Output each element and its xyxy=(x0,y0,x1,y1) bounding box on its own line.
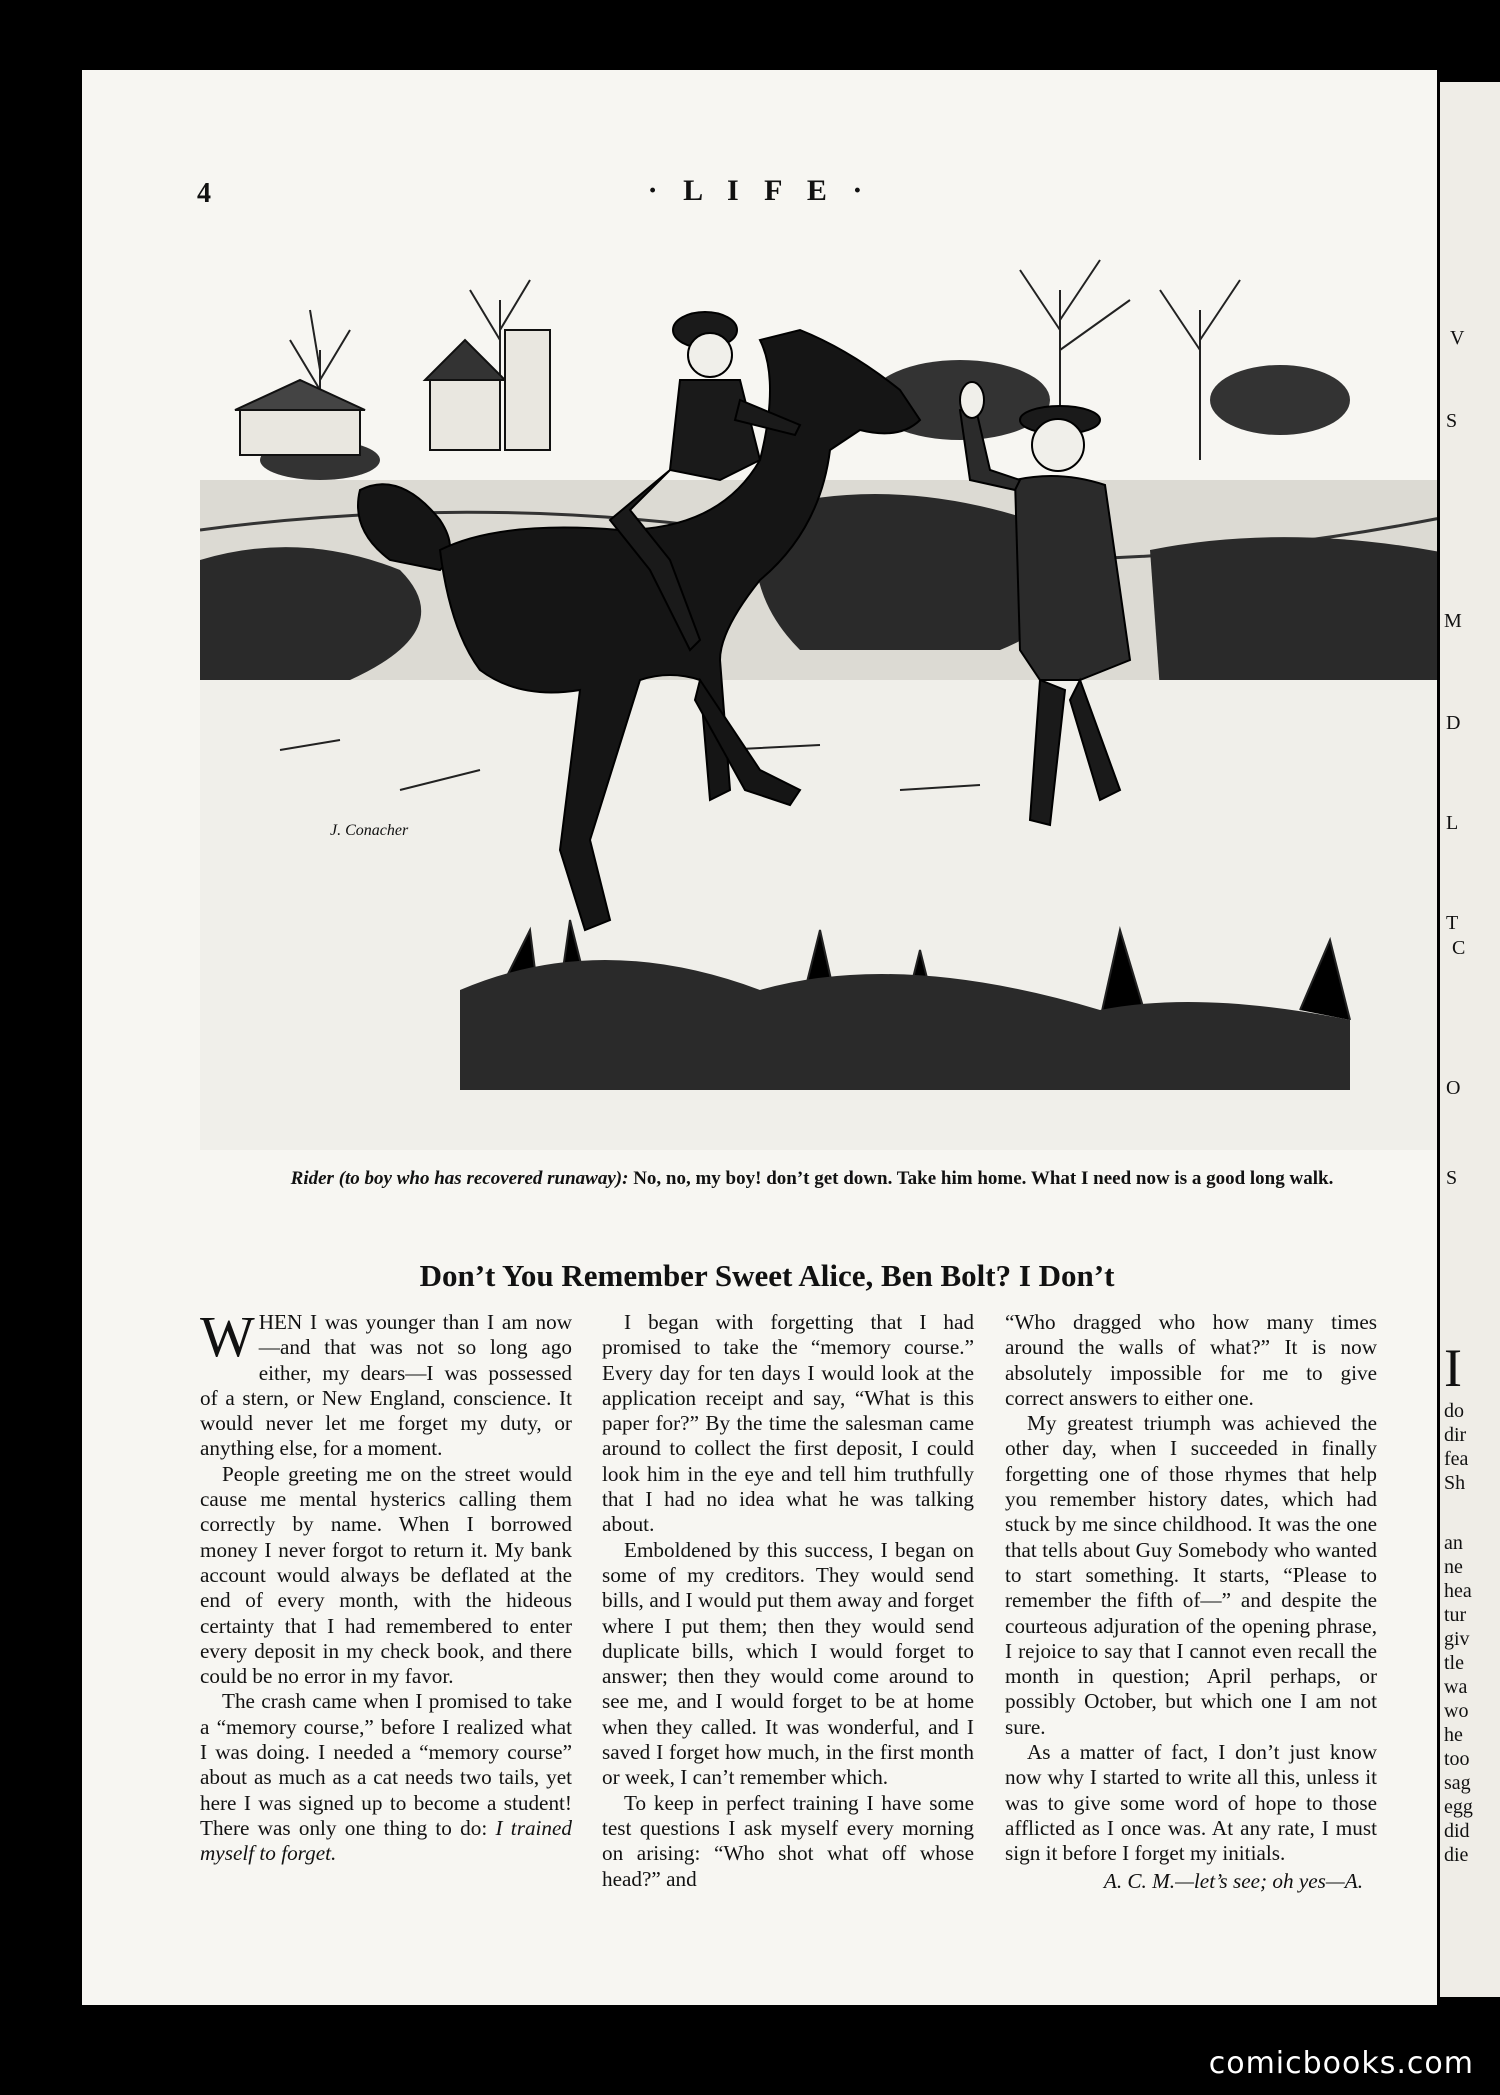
caption-text: No, no, my boy! don’t get down. Take him home. What I need now is a good long walk. xyxy=(633,1168,1334,1189)
adjacent-fragment: S xyxy=(1446,1167,1458,1189)
col3-paragraph-1: “Who dragged who how many times around the walls of what?” It is now absolutely impossible for me to give correct answers to either one. xyxy=(1005,1310,1377,1410)
article-column-3 xyxy=(1005,1310,1377,1894)
author-signature: A. C. M.—let’s see; oh yes—A. xyxy=(1103,1868,1363,1893)
adjacent-fragment: T xyxy=(1446,912,1459,934)
masthead: · L I F E · xyxy=(647,174,872,207)
adjacent-fragment: do xyxy=(1444,1400,1464,1422)
col2-paragraph-3: To keep in perfect training I have some test questions I ask myself every morning on arising: “Who shot what off whose head?” and xyxy=(602,1790,974,1891)
article-column-2 xyxy=(602,1310,974,1892)
site-watermark: comicbooks.com xyxy=(1208,2046,1474,2081)
col1-paragraph-1: WHEN I was younger than I am now—and that was not so long ago either, my dears—I was possessed of a stern, or New England, conscience. It would never let me forget my duty, or anything else, for a moment. xyxy=(200,1304,572,1461)
adjacent-fragment: wo xyxy=(1444,1700,1469,1722)
adjacent-fragment: M xyxy=(1444,610,1462,632)
adjacent-fragment: sag xyxy=(1444,1772,1471,1794)
adjacent-fragment: Sh xyxy=(1444,1472,1466,1494)
adjacent-fragment: wa xyxy=(1444,1676,1468,1698)
adjacent-fragment: egg xyxy=(1444,1796,1473,1818)
adjacent-fragment: S xyxy=(1446,410,1458,432)
adjacent-fragment: did xyxy=(1444,1820,1470,1842)
adjacent-fragment: tle xyxy=(1444,1652,1464,1674)
col1-paragraph-2: People greeting me on the street would cause me mental hysterics calling them correctly by name. When I borrowed money I never forgot to return it. My bank account would always be deflated at the end of every month, with the hideous certainty that I had remembered to enter every deposit in my check book, and there could be no error in my favor. xyxy=(200,1461,572,1689)
adjacent-fragment: giv xyxy=(1444,1628,1470,1650)
adjacent-fragment: hea xyxy=(1444,1580,1472,1602)
adjacent-fragment: fea xyxy=(1444,1448,1469,1470)
col2-paragraph-2: Emboldened by this success, I began on some of my creditors. They would send bills, and I would put them away and forget where I put them; then they would send duplicate bills, which I would forget to answer; then they would come around to see me, and I would forget to be at home when they called. It was wonderful, and I saved I forget how much, in the first month or week, I can’t remember which. xyxy=(602,1537,974,1790)
horse-rider-illustration xyxy=(200,230,1437,1150)
adjacent-fragment: ne xyxy=(1444,1556,1463,1578)
adjacent-fragment: D xyxy=(1446,712,1461,734)
article-title: Don’t You Remember Sweet Alice, Ben Bolt? I Don’t xyxy=(419,1258,1115,1293)
adjacent-fragment: V xyxy=(1450,327,1465,349)
magazine-page xyxy=(82,70,1437,2005)
artist-signature: J. Conacher xyxy=(330,822,409,839)
adjacent-fragment: dir xyxy=(1444,1424,1467,1446)
page-number: 4 xyxy=(197,178,211,209)
adjacent-fragment: tur xyxy=(1444,1604,1467,1626)
adjacent-fragment: he xyxy=(1444,1724,1463,1746)
adjacent-page-edge xyxy=(1440,82,1500,1997)
col3-paragraph-2: My greatest triumph was achieved the other day, when I succeeded in finally forgetting one of those rhymes that help you remember history dates, which had stuck by me since childhood. It was the one that tells about Guy Somebody who wanted to start something. It starts, “Please to remember the fifth of—” and despite the courteous adjuration of the opening phrase, I rejoice to say that I cannot even recall the month in question; April perhaps, or possibly October, but which one I am not sure. xyxy=(1005,1411,1377,1739)
drop-cap: W xyxy=(200,1304,255,1369)
adjacent-fragment: C xyxy=(1452,937,1466,959)
adjacent-fragment: L xyxy=(1446,812,1459,834)
adjacent-fragment: an xyxy=(1444,1532,1463,1554)
col2-paragraph-1: I began with forgetting that I had promised to take the “memory course.” Every day for ten days I would look at the application receipt and say, “What is this paper for?” By the time the salesman came around to collect the first deposit, I could look him in the eye and tell him truthfully that I had no idea what he was talking about. xyxy=(602,1310,974,1537)
caption-speaker: Rider (to boy who has recovered runaway): xyxy=(290,1168,629,1189)
col3-paragraph-3: As a matter of fact, I don’t just know now why I started to write all this, unless it was to give some word of hope to those afflicted as I once was. At any rate, I must sign it before I forget my initials. xyxy=(1005,1740,1377,1866)
col1-paragraph-3: The crash came when I promised to take a “memory course,” before I realized what I was doing. I needed a “memory course” about as much as a cat needs two tails, yet here I was signed up to become a student! There was only one thing to do: I trained myself to forget. xyxy=(200,1689,573,1866)
adjacent-fragment: O xyxy=(1446,1077,1461,1099)
adjacent-fragment: too xyxy=(1444,1748,1470,1770)
adjacent-dropcap: I xyxy=(1444,1338,1462,1398)
illustration-caption xyxy=(272,1167,1352,1191)
adjacent-fragment: die xyxy=(1444,1844,1469,1866)
article-column-1 xyxy=(200,1304,573,1867)
